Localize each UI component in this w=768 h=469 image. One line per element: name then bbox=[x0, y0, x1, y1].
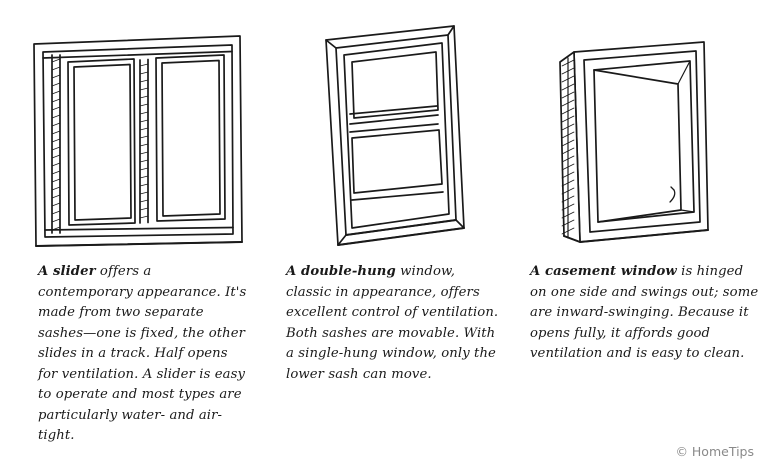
panel-double-hung bbox=[266, 0, 512, 469]
caption-slider bbox=[38, 262, 250, 447]
caption-body-slider: offers a contemporary appearance. It's made from two separate sashes—one is fixed, the other slides in a track. Half opens for ventilation. A slider is easy to operate and most types are particularly water- and air-tight. bbox=[38, 264, 247, 443]
panel-casement bbox=[512, 0, 768, 469]
caption-casement bbox=[530, 262, 762, 365]
panel-slider bbox=[0, 0, 266, 469]
caption-body-double-hung: window, classic in appearance, offers excellent control of ventilation. Both sashes are movable. With a single-hung window, only the lower sash can move. bbox=[286, 264, 499, 382]
slider-window-illustration bbox=[28, 14, 246, 249]
casement-window-illustration bbox=[550, 14, 730, 249]
caption-term-slider: A slider bbox=[38, 264, 96, 279]
caption-double-hung bbox=[286, 262, 504, 385]
caption-term-casement: A casement window bbox=[530, 264, 677, 279]
credit-label: © HomeTips bbox=[675, 444, 754, 459]
double-hung-window-illustration bbox=[312, 14, 472, 249]
caption-body-casement: is hinged on one side and swings out; some are inward-swinging. Because it opens fully, it affords good ventilation and is easy to clean. bbox=[530, 264, 759, 361]
caption-term-double-hung: A double-hung bbox=[286, 264, 396, 279]
